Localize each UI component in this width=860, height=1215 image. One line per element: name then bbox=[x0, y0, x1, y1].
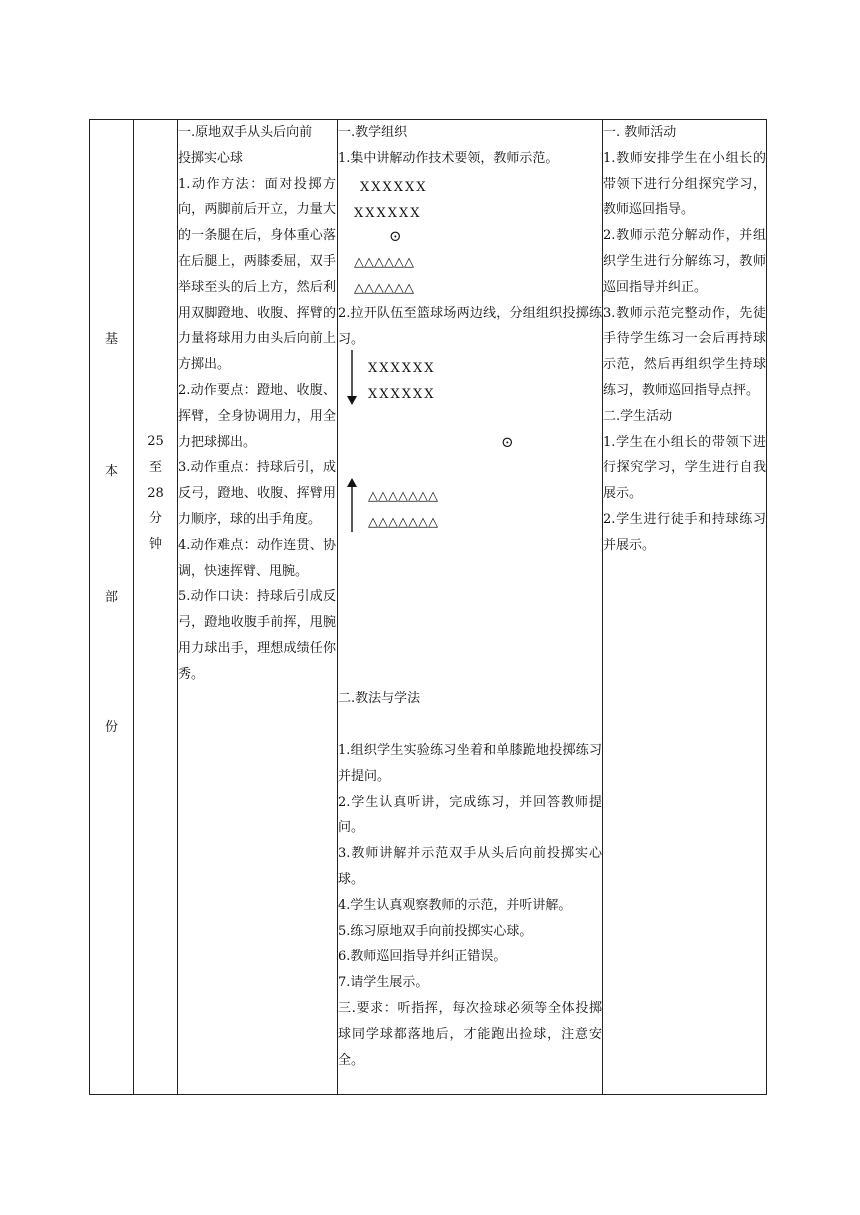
arrow-down-icon bbox=[346, 350, 358, 406]
formation-row-triangle: △△△△△△ bbox=[354, 255, 414, 270]
content-title: 一.原地双手从头后向前 bbox=[178, 125, 313, 140]
teacher-position-icon: ⊙ bbox=[389, 227, 402, 245]
time-text: 至 bbox=[148, 459, 162, 475]
time-value: 25 bbox=[147, 434, 164, 449]
action-points: 2.动作要点：蹬地、收腹、挥臂，全身协调用力，用全力把球掷出。 bbox=[178, 382, 336, 450]
time-text: 钟 bbox=[148, 537, 162, 553]
methods-item: 4.学生认真观察教师的示范，并听讲解。 bbox=[338, 897, 572, 913]
teacher-activities-heading: 一. 教师活动 bbox=[603, 125, 677, 140]
methods-item: 6.教师巡回指导并纠正错误。 bbox=[338, 949, 507, 965]
teacher-activity-item: 1.教师安排学生在小组长的带领下进行分组探究学习，教师巡回指导。 bbox=[603, 150, 766, 218]
methods-item: 1.组织学生实验练习坐着和单膝跪地投掷练习并提问。 bbox=[338, 743, 602, 784]
lesson-table bbox=[89, 119, 767, 1095]
organization-item: 2.拉开队伍至篮球场两边线，分组组织投掷练习。 bbox=[338, 306, 602, 347]
methods-item: 3.教师讲解并示范双手从头后向前投掷实心球。 bbox=[338, 846, 602, 887]
section-char: 本 bbox=[104, 464, 118, 479]
content-cell bbox=[178, 120, 337, 1094]
section-char: 基 bbox=[104, 332, 118, 347]
action-method: 1.动作方法：面对投掷方向，两脚前后开立，力量大的一条腿在后，身体重心落在后腿上，两膝委屈，双手举球至头的后上方，然后利用双脚蹬地、收腹、挥臂的力量将球用力由头后向前上方掷出。 bbox=[178, 176, 336, 373]
time-text: 分 bbox=[148, 511, 162, 527]
methods-item: 5.练习原地双手向前投掷实心球。 bbox=[338, 923, 533, 939]
methods-item: 7.请学生展示。 bbox=[338, 975, 429, 991]
formation-row-x: XXXXXX bbox=[368, 387, 436, 402]
formation-row-triangle: △△△△△△△ bbox=[368, 515, 438, 530]
student-activity-item: 1.学生在小组长的带领下进行探究学习，学生进行自我展示。 bbox=[603, 434, 766, 502]
formation-row-x: XXXXXX bbox=[360, 180, 428, 195]
action-focus: 3.动作重点：持球后引，成反弓，蹬地、收腹、挥臂用力顺序，球的出手角度。 bbox=[178, 460, 336, 527]
time-cell bbox=[134, 120, 177, 1094]
section-cell bbox=[90, 120, 133, 1094]
teacher-position-icon: ⊙ bbox=[501, 433, 514, 451]
formation-row-triangle: △△△△△△ bbox=[354, 281, 414, 296]
arrow-up-icon bbox=[346, 478, 358, 532]
methods-heading: 二.教法与学法 bbox=[338, 691, 421, 706]
student-activity-item: 2.学生进行徒手和持球练习并展示。 bbox=[603, 511, 766, 553]
formation-row-x: XXXXXX bbox=[354, 206, 422, 221]
section-char: 部 bbox=[104, 590, 118, 605]
formation-row-x: XXXXXX bbox=[368, 361, 436, 376]
time-value: 28 bbox=[147, 485, 164, 501]
organization-heading: 一.教学组织 bbox=[338, 125, 408, 140]
teacher-activity-item: 2.教师示范分解动作，并组织学生进行分解练习，教师巡回指导并纠正。 bbox=[603, 228, 766, 295]
student-activities-heading: 二.学生活动 bbox=[603, 408, 673, 424]
formation-row-triangle: △△△△△△△ bbox=[368, 489, 438, 504]
section-char: 份 bbox=[104, 720, 118, 735]
requirement-text: 三.要求：听指挥，每次捡球必须等全体投掷球同学球都落地后，才能跑出捡球，注意安全。 bbox=[338, 1000, 602, 1068]
organization-item: 1.集中讲解动作技术要领，教师示范。 bbox=[338, 151, 559, 166]
organization-cell bbox=[338, 120, 602, 1094]
action-difficulty: 4.动作难点：动作连贯、协调，快速挥臂、甩腕。 bbox=[178, 537, 336, 579]
methods-list bbox=[338, 738, 602, 1073]
content-title: 投掷实心球 bbox=[178, 150, 244, 166]
methods-item: 2.学生认真听讲，完成练习，并回答教师提问。 bbox=[338, 794, 602, 836]
activities-cell bbox=[603, 120, 767, 1094]
teacher-activity-item: 3.教师示范完整动作，先徒手待学生练习一会后再持球示范，然后再组织学生持球练习，教师巡回指导点抨。 bbox=[603, 305, 766, 398]
action-mnemonic: 5.动作口诀：持球后引成反弓，蹬地收腹手前挥，甩腕用力球出手，理想成绩任你秀。 bbox=[178, 589, 336, 682]
